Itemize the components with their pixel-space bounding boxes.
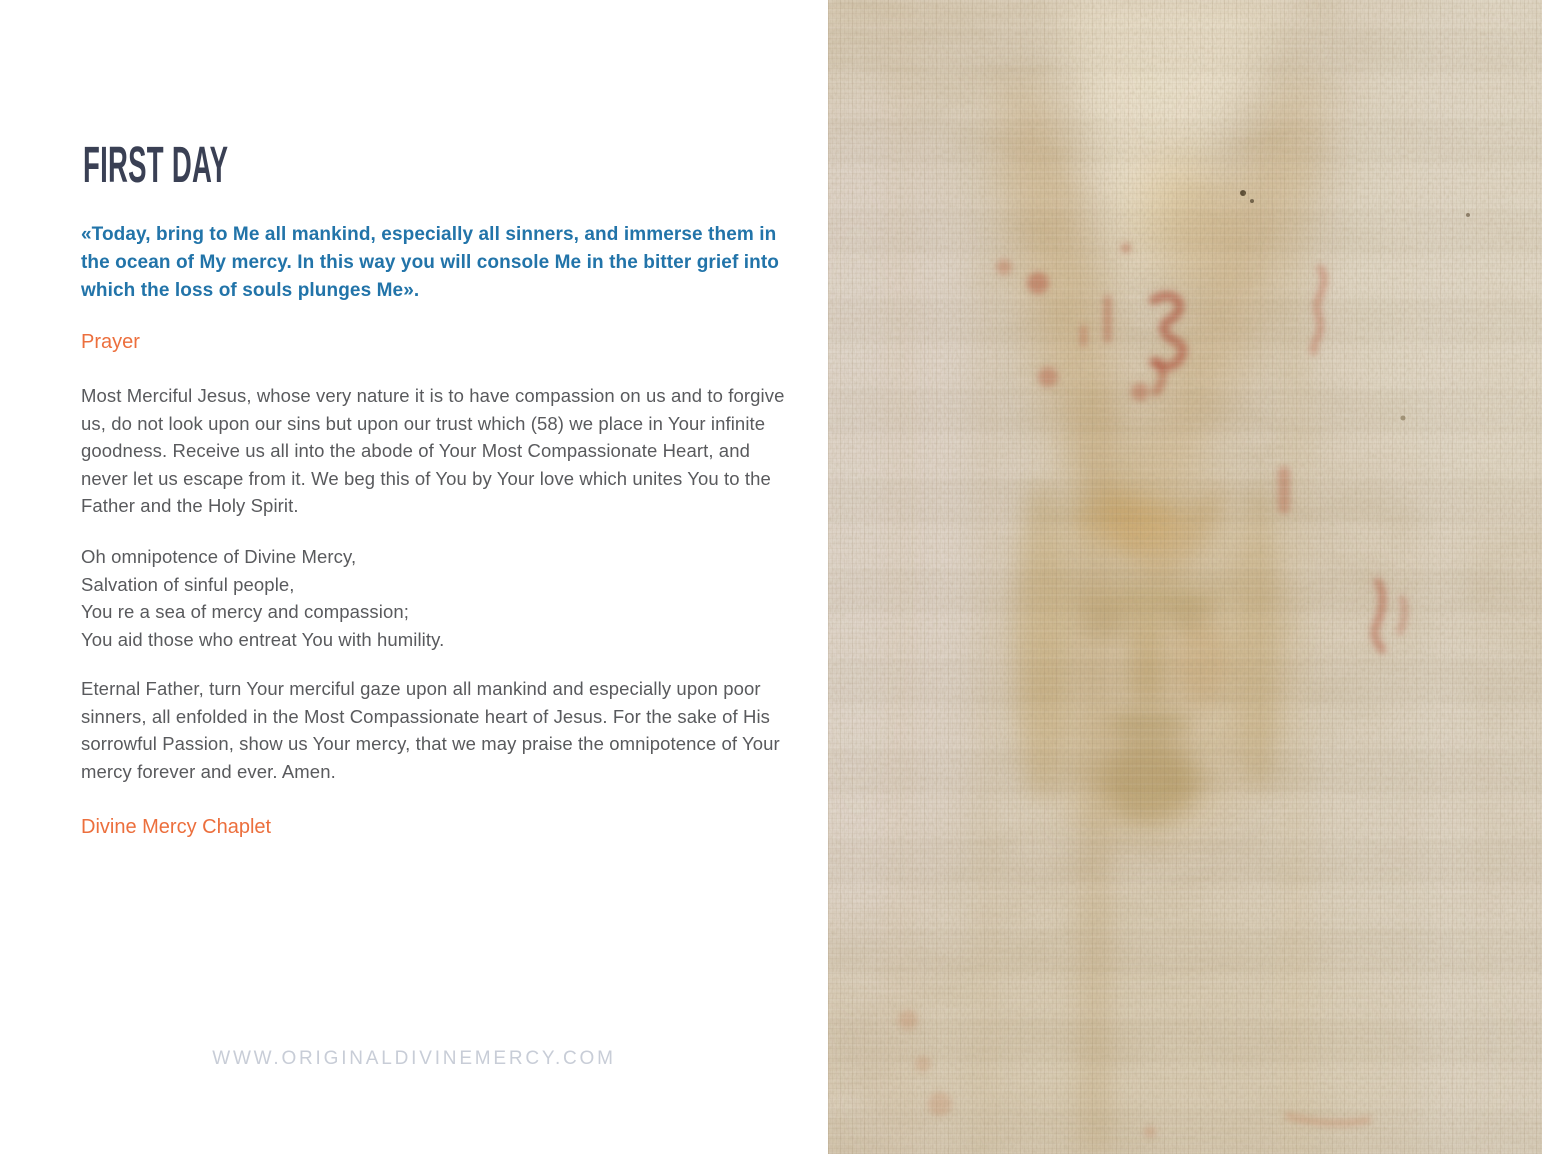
prayer-section-label: Prayer [81,331,140,353]
shroud-image-page [828,0,1542,1154]
eternal-father-paragraph: Eternal Father, turn Your merciful gaze upon all mankind and especially upon poor sinners, all enfolded in the Most Compassionate heart of Jesus. For the sake of His sorrowful Passion, show us Your mercy, that we may praise the omnipotence of Your mercy forever and ever. Amen. [81,678,780,782]
page-title: FIRST DAY [83,136,229,193]
shroud-linen-illustration [828,0,1542,1154]
prayer-paragraph: Most Merciful Jesus, whose very nature it is to have compassion on us and to forgive us, do not look upon our sins but upon our trust which (58) we place in Your infinite goodness. Receive us all into the abode of Your Most Compassionate Heart, and never let us escape from it. We beg this of You by Your love which unites You to the Father and the Holy Spirit. [81,385,785,516]
poem-line: You re a sea of mercy and compassion; [81,601,409,622]
poem-line: Oh omnipotence of Divine Mercy, [81,546,357,567]
website-url: WWW.ORIGINALDIVINEMERCY.COM [212,1048,616,1069]
chaplet-section-label: Divine Mercy Chaplet [81,816,272,838]
text-column [81,0,783,1154]
poem-stanza [81,543,785,653]
poem-line: You aid those who entreat You with humility. [81,628,445,650]
poem-line: Salvation of sinful people, [81,573,295,595]
jesus-quote-text: «Today, bring to Me all mankind, especially all sinners, and immerse them in the ocean of My mercy. In this way you will console Me in the bitter grief into which the loss of souls plunges Me». [81,224,779,301]
